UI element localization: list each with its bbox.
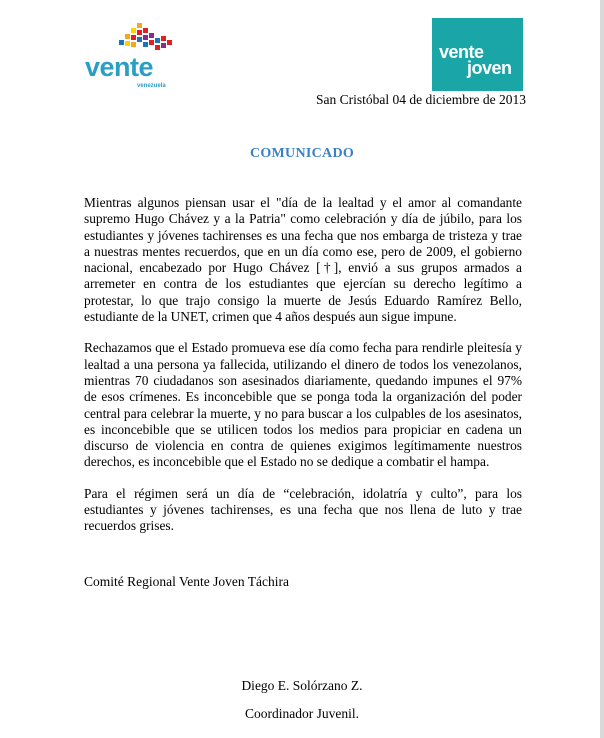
logo-wordmark: vente <box>85 52 154 82</box>
signer-role: Coordinador Juvenil. <box>245 706 359 721</box>
paragraph: Mientras algunos piensan usar el "día de la lealtad y el amor al comandante supremo Hugo Chávez y a la Patria" como celebración y día de júbilo, para los estudiantes y jóvenes tachirenses es una fecha que nos embarga de tristeza y trae a nuestras mentes recuerdos, que en un día como ese, pero de 2009, el gobierno nacional, encabezado por Hugo Chávez [†], envió a sus grupos armados a arremeter en contra de los estudiantes que ejercían su derecho legítimo a protestar, lo que trajo consigo la muerte de Jesús Eduardo Ramírez Bello, estudiante de la UNET, crimen que 4 años después aun sigue impune. <box>84 195 522 325</box>
logo-line-joven: joven <box>467 58 512 78</box>
paragraph: Para el régimen será un día de “celebración, idolatría y culto”, para los estudiantes y jóvenes tachirenses, es una fecha que nos llena de luto y trae recuerdos grises. <box>84 485 522 534</box>
organization-signature: Comité Regional Vente Joven Táchira <box>84 574 289 589</box>
paragraph: Rechazamos que el Estado promueva ese día como fecha para rendirle pleitesía y lealtad a una persona ya fallecida, utilizando el dinero de todos los venezolanos, mientras 70 ciudadanos son asesinados diariamente, quedando impunes el 97% de esos crímenes. Es inconcebible que se ponga toda la organización del poder central para celebrar la muerte, y no para buscar a los culpables de los asesinatos, es inconcebible que se utilicen todos los medios para propiciar en cadena un discurso de violencia en contra de quienes exigimos legítimamente nuestros derechos, es inconcebible que el Estado no se dedique a combatir el hampa. <box>84 340 522 470</box>
logo-subtitle: venezuela <box>137 83 166 89</box>
vente-venezuela-logo <box>85 18 185 90</box>
document-body <box>84 195 522 550</box>
vente-joven-logo <box>432 18 523 91</box>
page-edge <box>600 0 604 738</box>
dateline: San Cristóbal 04 de diciembre de 2013 <box>316 92 526 107</box>
logo-line-vente: vente <box>439 42 484 62</box>
document-title: COMUNICADO <box>249 146 355 161</box>
signer-name: Diego E. Solórzano Z. <box>241 678 363 693</box>
